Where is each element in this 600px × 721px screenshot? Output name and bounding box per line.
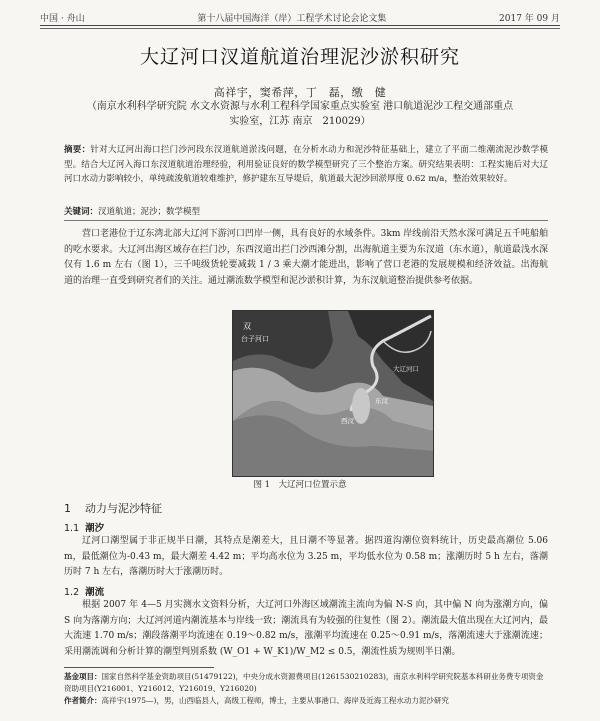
figure-1-map [232, 310, 434, 477]
map-label-east-branch: 东汊 [375, 397, 388, 405]
map-label-west-branch: 西汊 [341, 417, 354, 425]
header-rule [40, 25, 560, 26]
funding-label: 基金项目： [64, 672, 102, 681]
author-bio-note [64, 695, 548, 707]
abstract-label: 摘要： [64, 145, 91, 155]
intro-paragraph: 营口老港位于辽东湾北部大辽河下游河口凹岸一侧，具有良好的水域条件。3km 岸线前沿天然水深可满足五千吨船舶的吃水要求。大辽河出海区域存在拦门沙，东西汊道出拦门沙西滩分割，出海航道主要为东汊道（东水道），航道最浅水深仅有 1.6 m 左右（图 1），三千吨级货轮要减载 1 / 3 乘大潮才能进出，影响了营口老港的发展规模和经济效益。出海航道的治理一直受到研究者们的关注。通过潮流数学模型和泥沙淤积计算，为东汊航道整治提供参考依据。 [64, 229, 548, 286]
subsection-1-1-number: 1.1 [64, 523, 80, 534]
map-label-shuang: 双 [243, 322, 251, 331]
header-rule-thin [40, 28, 560, 29]
estuary-map-image [233, 311, 433, 476]
keywords-label: 关键词： [64, 207, 99, 217]
subsection-1-2-title: 潮流 [85, 587, 105, 598]
subsection-1-1-title: 潮汐 [85, 523, 105, 534]
author-list: 高祥宇，窦希萍，丁 磊，缴 健 [213, 86, 387, 99]
abstract-text: 针对大辽河出海口拦门沙河段东汊道航道淤浅问题，在分析水动力和泥沙特征基础上，建立了平面二维潮流泥沙数学模型。结合大辽河入海口东汊道航道治理经验，利用验证良好的数学模型研究了三个整治方案。研究结果表明：工程实施后对大辽河口水动力影响较小，单纯疏浚航道较难维护，修护建东互导堤后，航道最大泥沙回淤厚度 0.62 m/a，整治效果较好。 [64, 145, 548, 184]
abstract-divider [64, 220, 548, 221]
subsection-1-1-heading [64, 520, 104, 534]
keywords [64, 205, 548, 217]
header-location: 中国 · 舟山 [40, 14, 85, 24]
author-bio-label: 作者简介： [64, 696, 102, 705]
section-1-number: 1 [64, 502, 71, 515]
current-paragraph: 根据 2007 年 4—5 月实测水文资料分析，大辽河口外海区域潮流主流向为偏 N-S 向，其中偏 N 向为涨潮方向，偏 S 向为落潮方向；大辽河河道内潮流基本与岸线一致；潮流具有为较强的往复性（图 2）。潮流最大值出现在大辽河内，最大流速 1.70 m/s；潮段落潮平均流速在 0.19～0.82 m/s，涨潮平均流速在 0.25～0.91 m/s，落潮流速大于涨潮流速；采用潮流调和分析计算的潮型判别系数 (W_O1 + W_K1)/W_M2 ≤ 0.5，潮流性质为规则半日潮。 [64, 600, 548, 657]
section-1-heading [64, 500, 162, 516]
funding-note [64, 671, 548, 695]
footnote-rule [64, 667, 214, 668]
affiliation: （南京水利科学研究院 水文水资源与水利工程科学国家重点实验室 港口航道泥沙工程交通部重点实验室，江苏 南京 210029） [86, 101, 514, 127]
keywords-text: 汊道航道；泥沙；数学模型 [98, 207, 201, 217]
header-date: 2017 年 09 月 [499, 14, 560, 24]
header-proceedings: 第十八届中国海洋（岸）工程学术讨论会论文集 [197, 14, 387, 24]
subsection-1-2-heading [64, 584, 104, 598]
section-1-title: 动力与泥沙特征 [85, 502, 162, 515]
running-header [40, 11, 560, 24]
abstract [64, 143, 548, 187]
tide-paragraph: 辽河口潮型属于非正规半日潮，其特点是潮差大，且日潮不等显著。据四道沟潮位资料统计，历史最高潮位 5.06 m，最低潮位为-0.43 m，最大潮差 4.42 m；平均高水位为 3.25 m，平均低水位为 0.58 m；涨潮历时 5 h 左右，落潮历时 7 h 左右，落潮历时大于涨潮历时。 [64, 536, 548, 577]
footnote [64, 671, 548, 707]
map-label-estuary: 大辽河口 [393, 365, 419, 373]
subsection-1-2-number: 1.2 [64, 587, 80, 598]
author-bio-text: 高祥宇(1975—)，男，山西临县人，高级工程师，博士，主要从事港口、海岸及近海工程水动力泥沙研究 [101, 696, 449, 705]
paper-title: 大辽河口汊道航道治理泥沙淤积研究 [139, 46, 460, 68]
figure-1-caption: 图 1 大辽河口位置示意 [253, 480, 347, 490]
map-label-taizi: 台子河口 [241, 335, 269, 343]
funding-text: 国家自然科学基金资助项目(51479122)，中央分成水资源费项目(1261530210283)，南京水利科学研究院基本科研业务费专项资金资助项目(Y216001、Y216012、Y216019、Y216020) [64, 672, 544, 693]
